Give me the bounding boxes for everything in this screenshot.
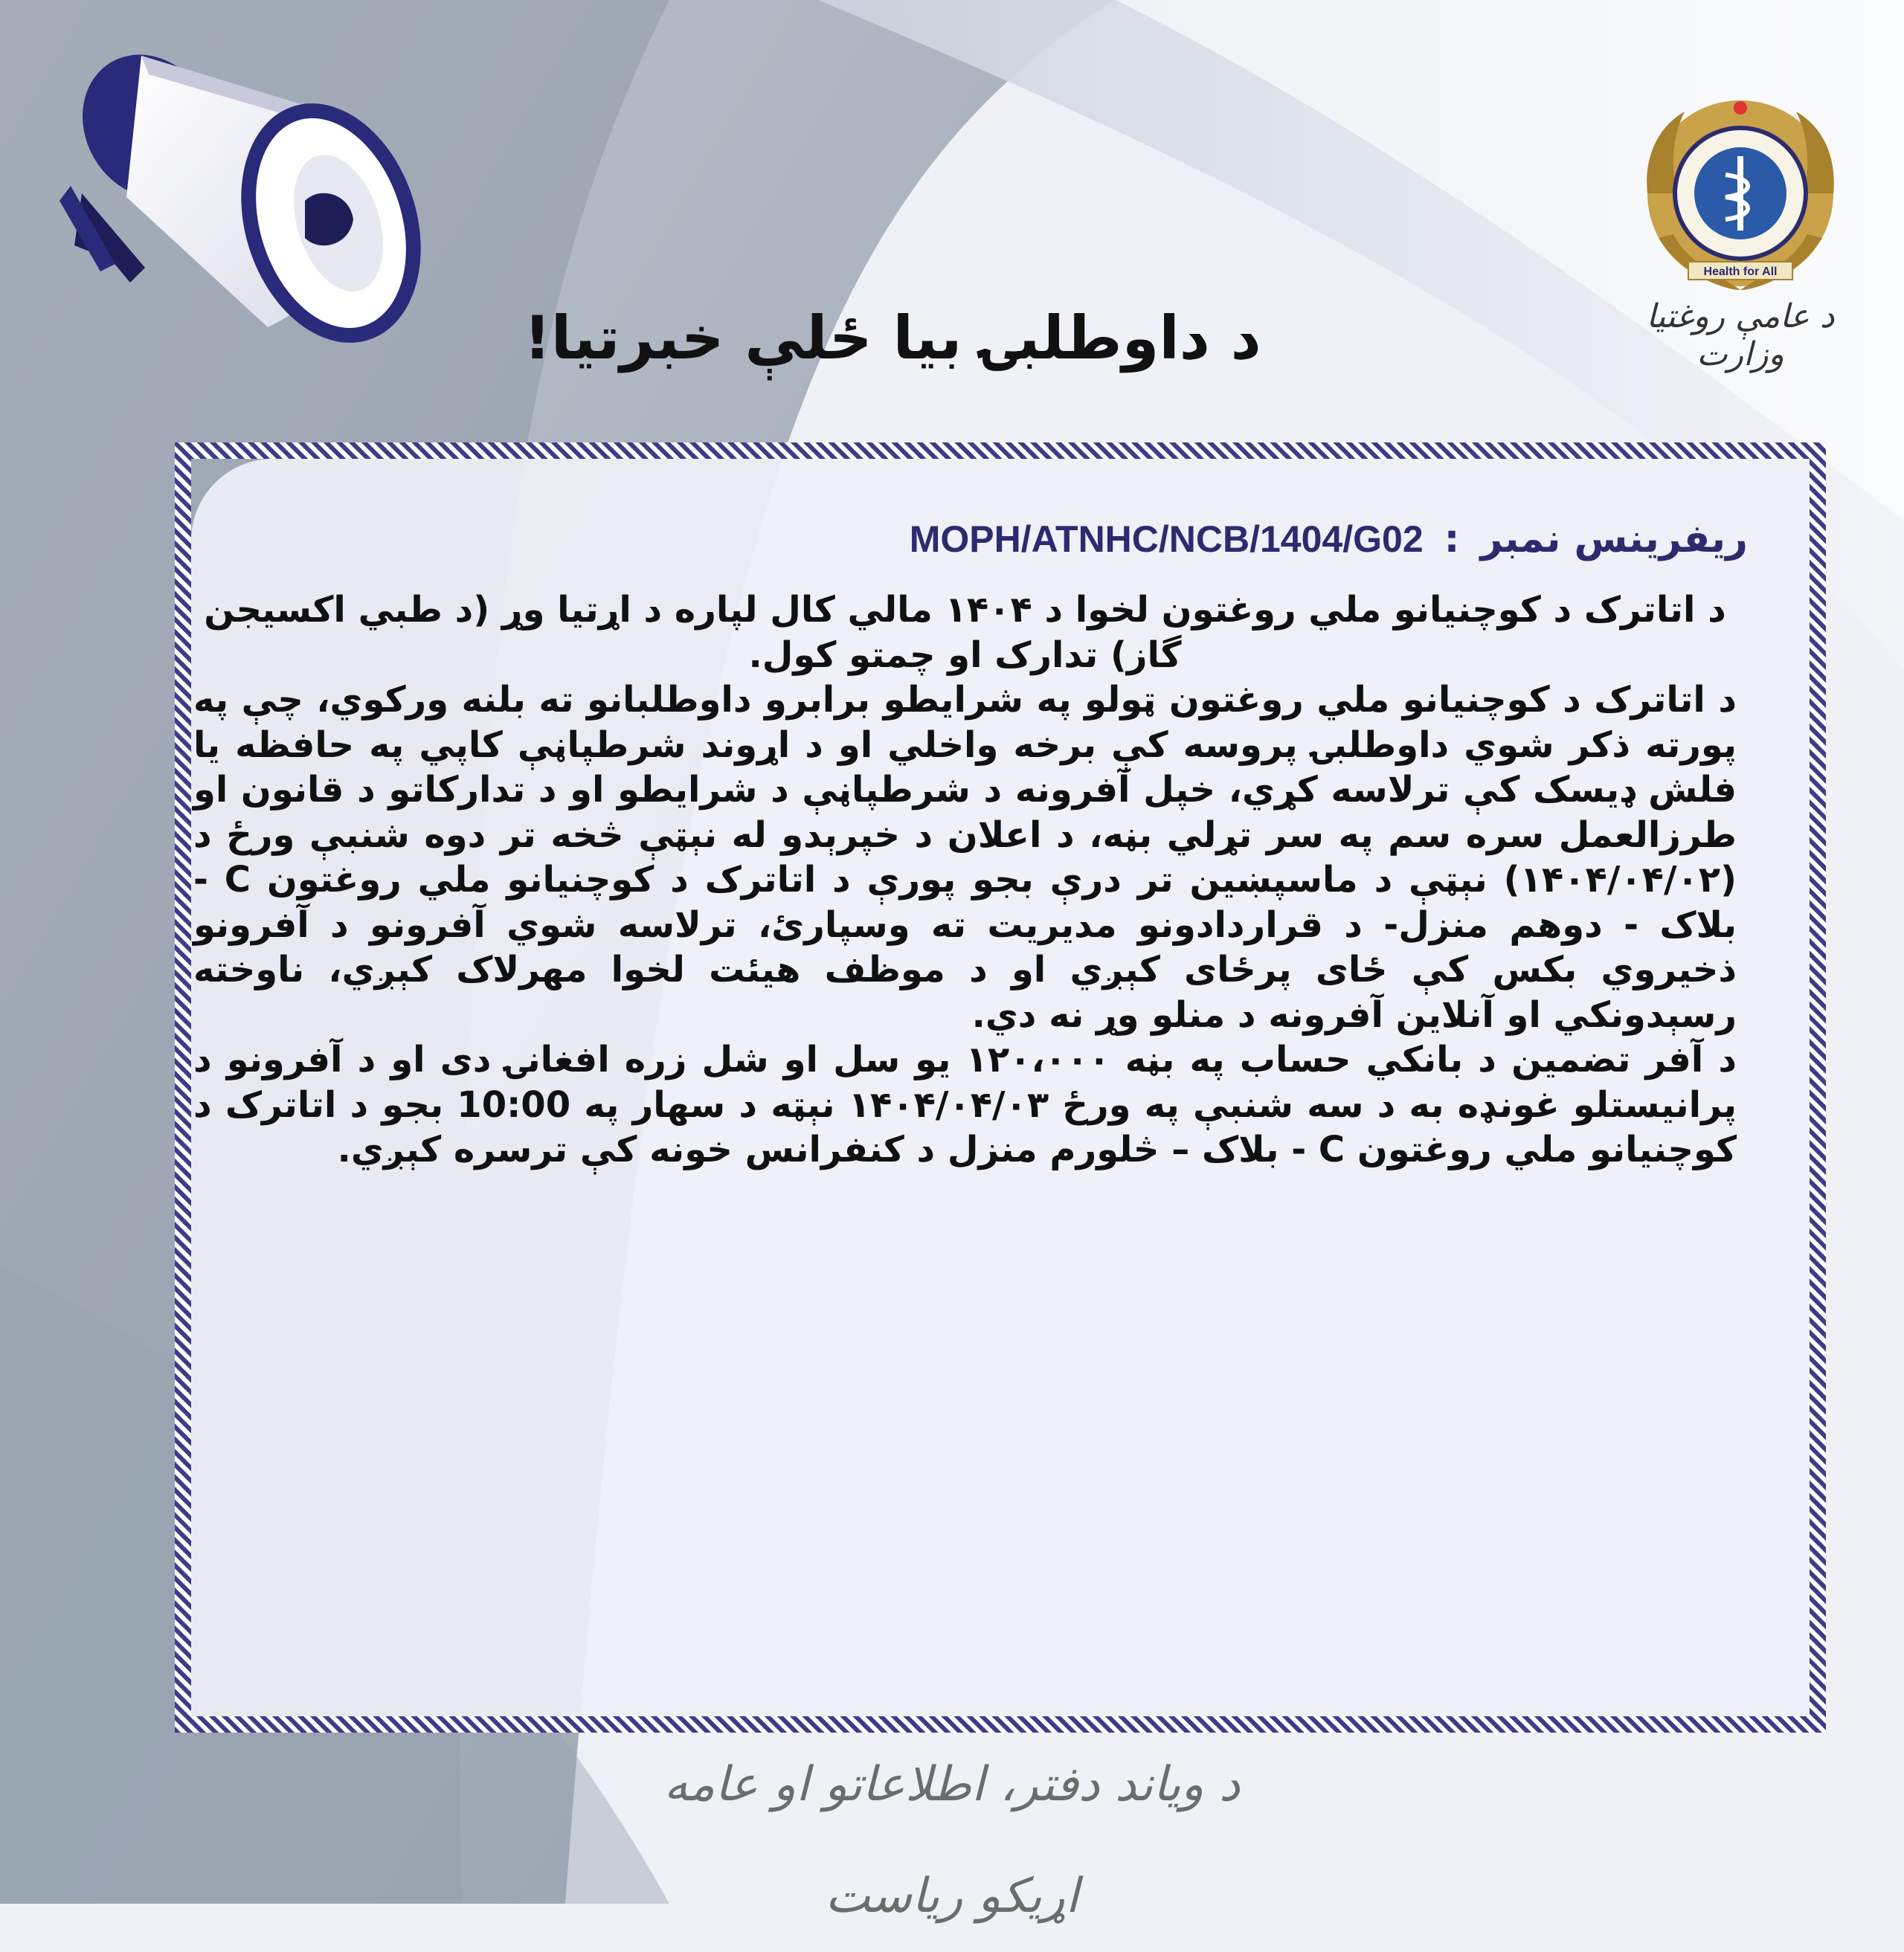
reference-label: ریفرینس نمبر: [1480, 517, 1748, 561]
ministry-logo: [1614, 89, 1867, 387]
footer-calligraphy: د ویاند دفتر، اطلاعاتو او عامه اړیکو ریاست: [663, 1757, 1241, 1924]
paragraph-invitation: د اتاترک د کوچنیانو ملي روغتون ټولو په شرایطو برابرو داوطلبانو ته بلنه ورکوي، چې په پورته ذکر شوي داوطلبۍ پروسه کې برخه واخلي او د اړوند شرطپاڼې کاپي په حافظه یا فلش ډیسک کې ترلاسه کړي، خپل آفرونه د شرطپاڼې د شرایطو او د تدارکاتو د قانون او طرزالعمل سره سم په سر تړلي بڼه، د اعلان د خپرېدو له نېټې څخه تر دوه شنبې ورځ د (۱۴۰۴/۰۴/۰۲) نېټې د ماسپښین تر درې بجو پورې د اتاترک د کوچنیانو ملي روغتون C - بلاک - دوهم منزل- د قراردادونو مدیریت ته وسپارئ، ترلاسه شوي آفرونو د آفرونو ذخیروي بکس کې ځای پرځای کېږي او د موظف هیئت لخوا مهرلاک کېږي، ناوخته رسېدونکي او آنلاین آفرونه د منلو وړ نه دي.: [193, 679, 1737, 1036]
paragraph-subject: د اتاترک د کوچنیانو ملي روغتون لخوا د ۱۴۰۴ مالي کال لپاره د اړتیا وړ (د طبي اکسیجن گاز) تدارک او چمتو کول.: [204, 589, 1726, 676]
announcement-body: [193, 587, 1737, 1173]
reference-row: [714, 506, 1748, 573]
reference-number: MOPH/ATNHC/NCB/1404/G02: [909, 518, 1424, 560]
page-title: د داوطلبۍ بیا ځلې خبرتیا!: [524, 303, 1261, 373]
paragraph-guarantee: د آفر تضمین د بانکي حساب په بڼه ۱۲۰،۰۰۰ یو سل او شل زره افغانۍ دی او د آفرونو د پرانیستلو غونډه به د سه شنبې په ورځ ۱۴۰۴/۰۴/۰۳ نېټه د سهار په 10:00 بجو د اتاترک د کوچنیانو ملي روغتون C - بلاک – څلورم منزل د کنفرانس خونه کې ترسره کېږي.: [193, 1039, 1737, 1170]
ministry-name: د عامې روغتیا وزارت: [1646, 297, 1835, 373]
ministry-seal-icon: [1614, 89, 1867, 297]
reference-separator: :: [1444, 517, 1460, 561]
svg-text:Health for All: Health for All: [1703, 265, 1778, 278]
